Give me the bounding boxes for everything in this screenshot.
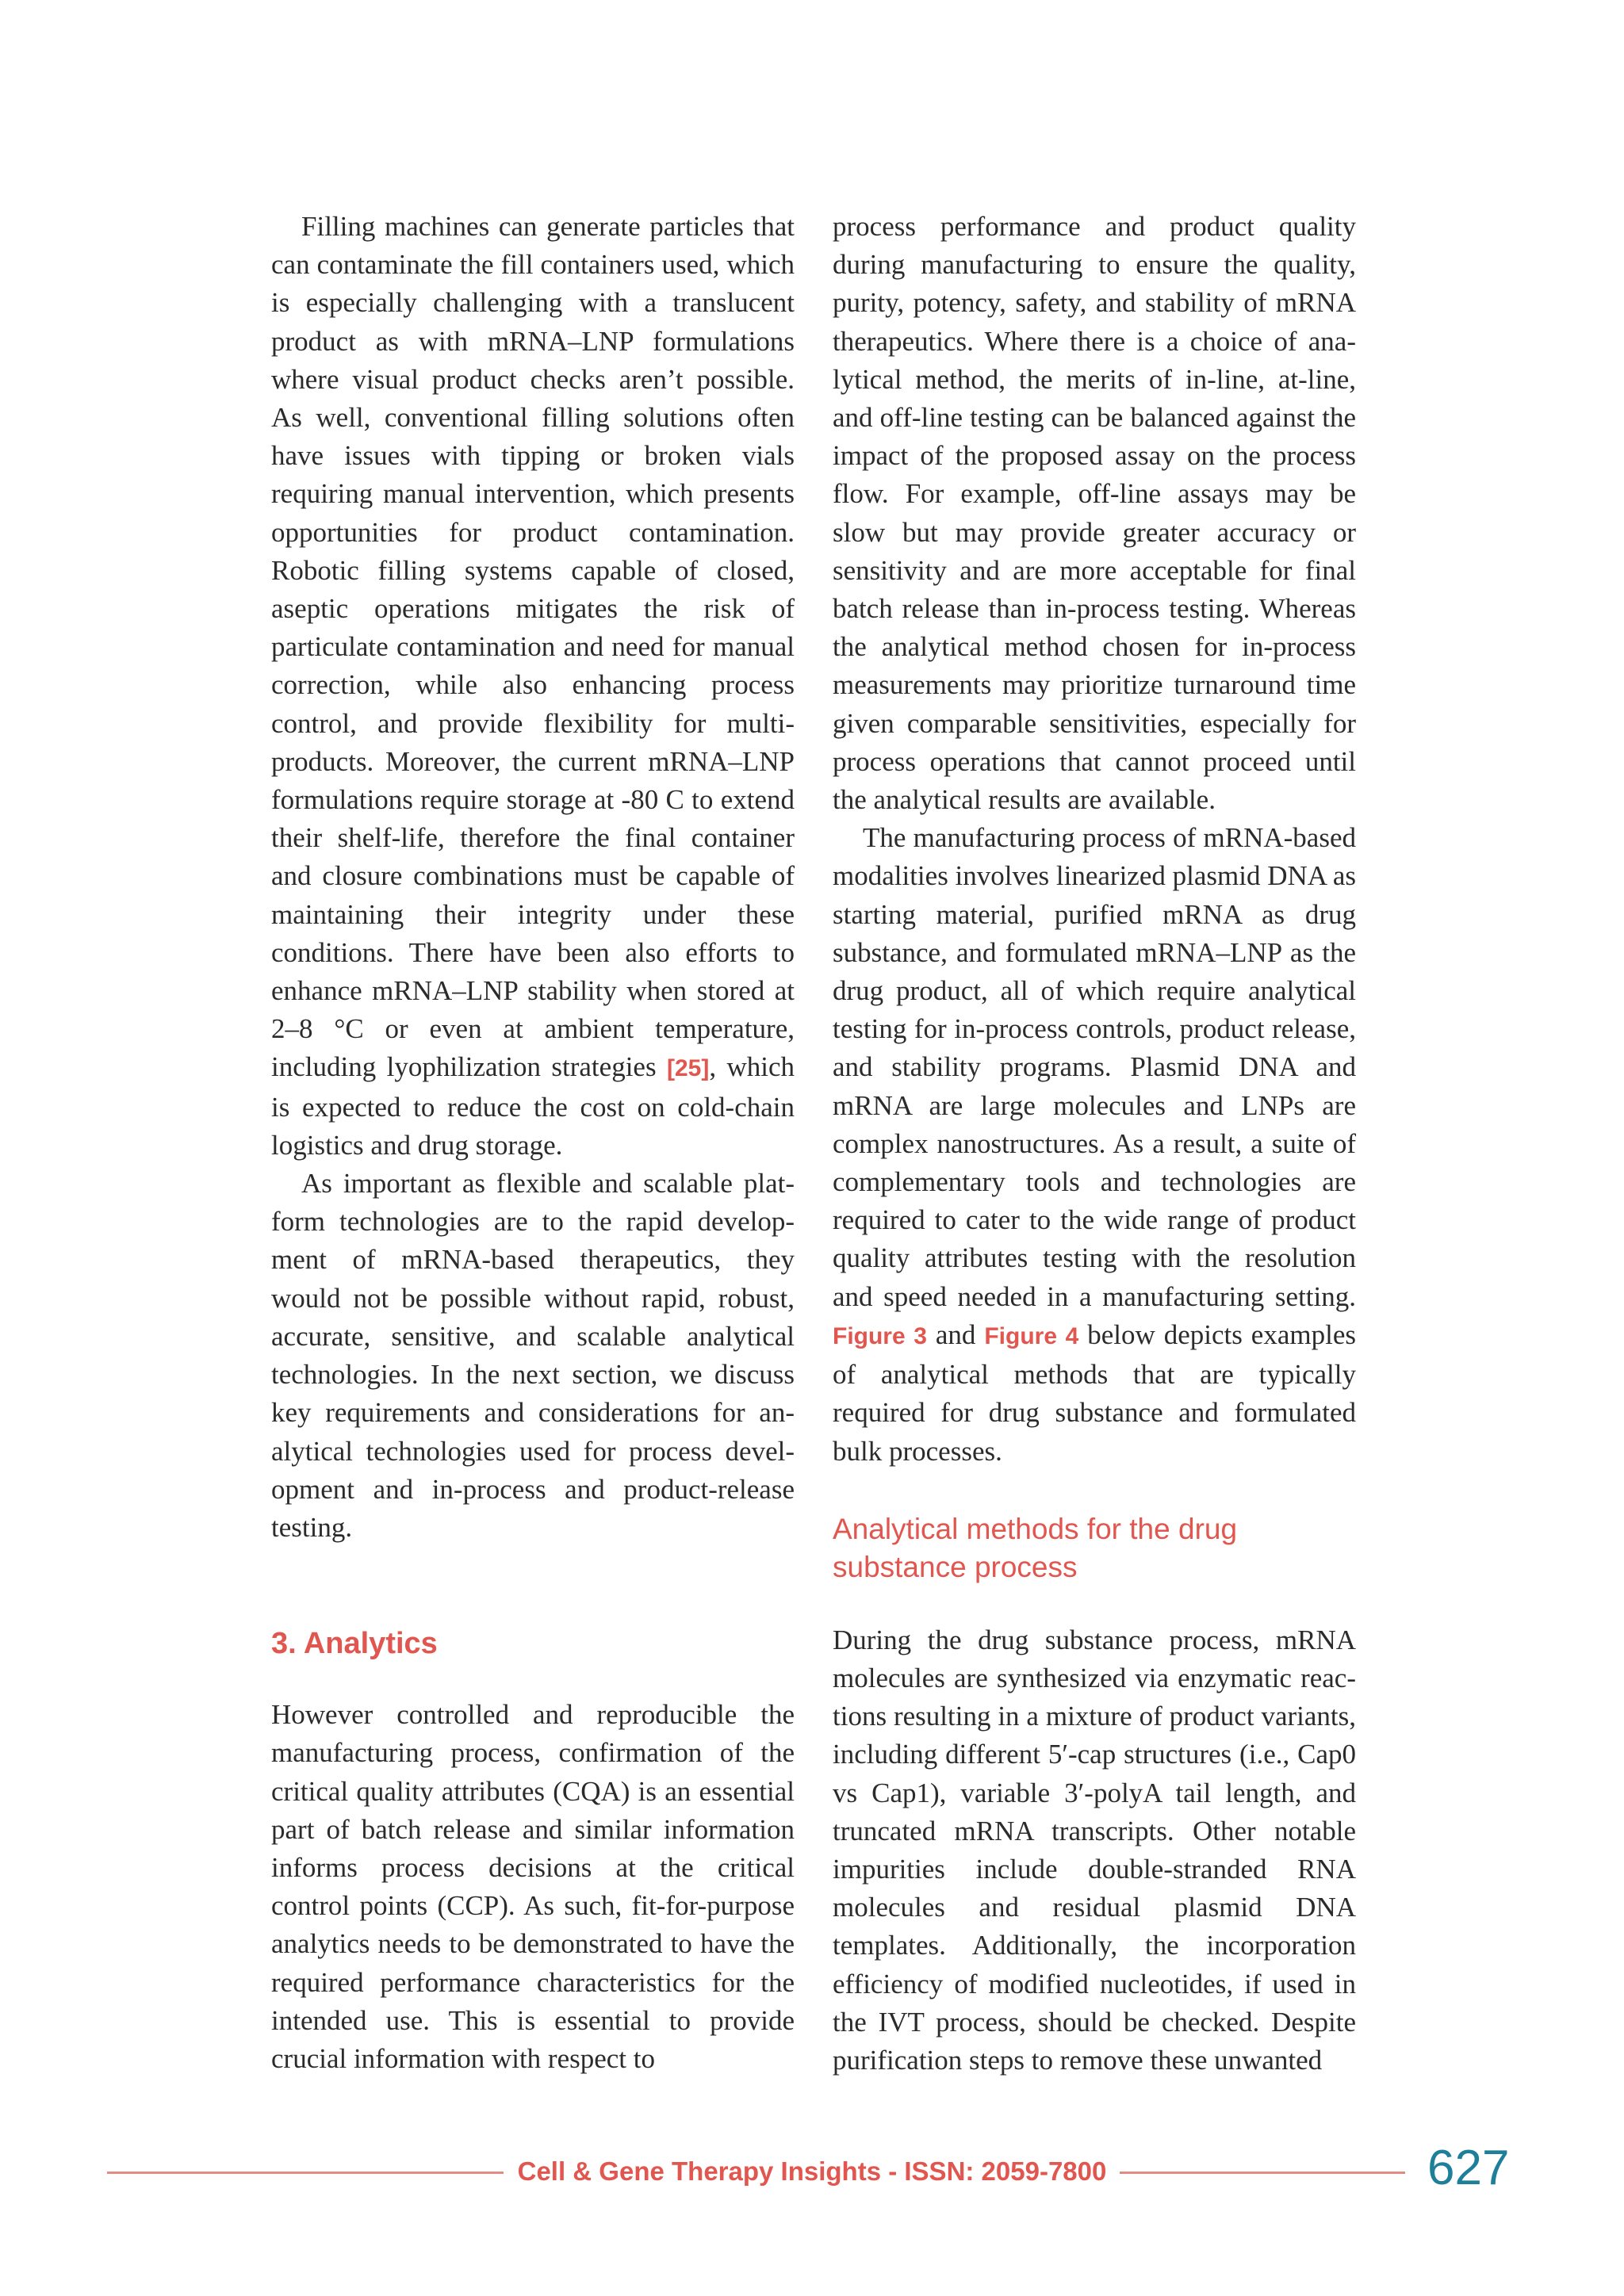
body-paragraph: process performance and product quality during manufacturing to ensure the quality, purity, potency, safety, and stability of mRNA therapeutics. Where there is a choice of analytical method, the merits of in-line, at-line, and off-line testing can be balanced against the impact of the proposed assay on the process flow. For example, off-line assays may be slow but may provide greater accuracy or sensitivity and are more acceptable for final batch release than in-process testing. Whereas the analytical method chosen for in-process measurements may prioritize turnaround time given comparable sensitivities, especially for process operations that cannot proceed until the analytical results are available. [833, 211, 1356, 816]
section-heading: 3. Analytics [271, 1627, 438, 1661]
figure-4-link[interactable]: Figure 4 [984, 1322, 1079, 1349]
paragraph-text: and [926, 1318, 985, 1350]
figure-3-link[interactable]: Figure 3 [833, 1322, 927, 1349]
body-paragraph: However controlled and reproducible the manufacturing process, confirmation of the critical quality attributes (CQA) is an essential part of batch release and similar information informs process decisions at the critical control points (CCP). As such, fit-for-purpose analytics needs to be demonstrated to have the required performance characteristics for the intended use. This is essential to provide crucial information with respect to [271, 1699, 795, 2074]
paragraph-text: Filling machines can generate particles that can contaminate the fill containers used, which is especially challenging with a translucent product as with mRNA–LNP formulations where visual product checks aren’t possible. As well, conventional filling solutions often have issues with tipping or broken vials requiring manual intervention, which presents opportunities for product contamination. Robotic filling systems capable of closed, aseptic operations mitigates the risk of particulate contamination and need for manual correction, while also enhancing process control, and provide flexibility for multi-products. Moreover, the current mRNA–LNP formulations require storage at -80 C to extend their shelf-life, therefore the final container and closure combinations must be capable of maintaining their integrity under these conditions. There have been also efforts to enhance mRNA–LNP stability when stored at 2–8 °C or even at ambient temperature, including lyophilization strategies [271, 211, 795, 1083]
body-paragraph: During the drug substance process, mRNA molecules are synthesized via enzymatic reactions resulting in a mixture of product variants, including different 5′-cap structures (i.e., Cap0 vs Cap1), variable 3′-polyA tail length, and truncated mRNA transcripts. Other notable impurities include double-stranded RNA molecules and residual plasmid DNA templates. Additionally, the incorporation efficiency of modified nucleotides, if used in the IVT process, should be checked. Despite purification steps to remove these unwanted [833, 1624, 1356, 2076]
paragraph-text: The manufacturing process of mRNA-based modalities involves linearized plasmid DNA as starting material, purified mRNA as drug substance, and formulated mRNA–LNP as the drug product, all of which require analytical testing for in-process controls, product release, and stability programs. Plasmid DNA and mRNA are large molecules and LNPs are complex nanostructures. As a result, a suite of complementary tools and technologies are required to cater to the wide range of product quality attributes testing with the resolution and speed needed in a manufacturing setting. [833, 822, 1357, 1312]
reference-link[interactable]: [25] [666, 1055, 710, 1082]
body-paragraph: As important as flexible and scalable platform technologies are to the rapid development of mRNA-based therapeutics, they would not be possible without rapid, robust, accurate, sensitive, and scalable analytical technologies. In the next section, we discuss key requirements and considerations for analytical technologies used for process development and in-process and product-release testing. [271, 1168, 795, 1543]
page-number: 627 [1427, 2141, 1510, 2195]
subsection-heading: Analytical methods for the drug substance process [833, 1512, 1238, 1583]
right-column [833, 208, 1356, 2080]
paragraph-text: below depicts examples of analytical methods that are typically required for drug substance and formulated bulk processes. [833, 1318, 1356, 1467]
body-paragraph [271, 208, 795, 1165]
paragraph-text: , which is expected to reduce the cost on cold-chain logistics and drug storage. [271, 1051, 795, 1161]
left-column [271, 208, 795, 2078]
body-paragraph [833, 819, 1356, 1470]
journal-footer: Cell & Gene Therapy Insights - ISSN: 2059-7800 [517, 2156, 1107, 2186]
footer-rule-right [1120, 2172, 1405, 2174]
footer-rule-left [107, 2172, 504, 2174]
